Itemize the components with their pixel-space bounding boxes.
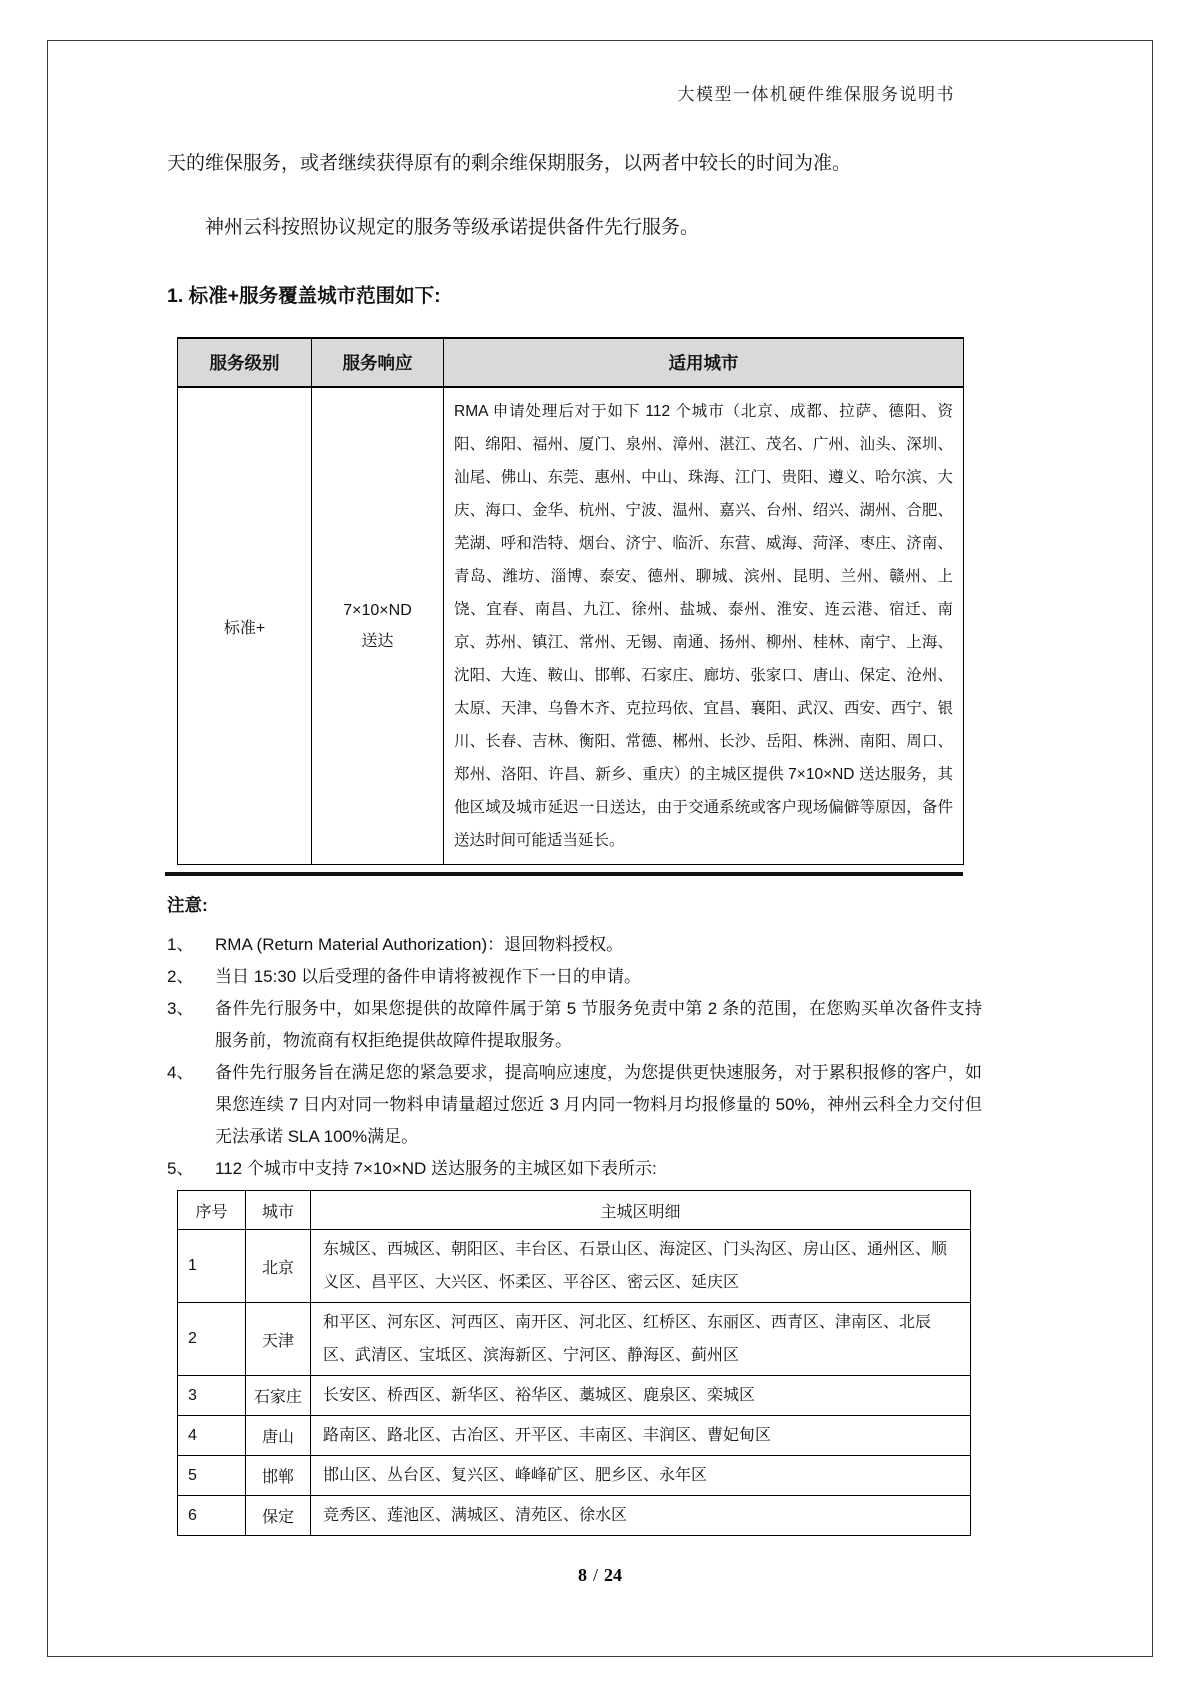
- service-table-header-level: 服务级别: [178, 338, 312, 387]
- district-row-city: 北京: [246, 1230, 311, 1303]
- service-response-line2: 送达: [361, 633, 394, 650]
- district-row-detail: 和平区、河东区、河西区、南开区、河北区、红桥区、东丽区、西青区、津南区、北辰区、武清区、宝坻区、滨海新区、宁河区、静海区、蓟州区: [311, 1303, 971, 1376]
- district-row-shijiazhuang: [178, 1376, 971, 1416]
- district-row-no: 4: [178, 1416, 246, 1456]
- service-table-header-response: 服务响应: [312, 338, 444, 387]
- body-paragraph-continuation: 天的维保服务，或者继续获得原有的剩余维保期服务，以两者中较长的时间为准。: [167, 153, 852, 174]
- note-number: 2、: [167, 967, 194, 986]
- district-row-no: 1: [178, 1230, 246, 1303]
- section-heading: 1. 标准+服务覆盖城市范围如下:: [167, 285, 441, 307]
- page-footer: [0, 1565, 1200, 1586]
- page-number-separator: /: [592, 1565, 598, 1585]
- service-table-header-row: [178, 338, 964, 387]
- district-row-city: 保定: [246, 1496, 311, 1536]
- note-item-3: [167, 993, 982, 1057]
- district-table-header-detail: 主城区明细: [311, 1191, 971, 1230]
- note-text: RMA (Return Material Authorization)：退回物料授权。: [215, 935, 624, 954]
- district-row-city: 石家庄: [246, 1376, 311, 1416]
- district-row-no: 2: [178, 1303, 246, 1376]
- applicable-cities-cell: RMA 申请处理后对于如下 112 个城市（北京、成都、拉萨、德阳、资阳、绵阳、福州、厦门、泉州、漳州、湛江、茂名、广州、汕头、深圳、汕尾、佛山、东莞、惠州、中山、珠海、江门、贵阳、遵义、哈尔滨、大庆、海口、金华、杭州、宁波、温州、嘉兴、台州、绍兴、湖州、合肥、芜湖、呼和浩特、烟台、济宁、临沂、东营、威海、菏泽、枣庄、济南、青岛、潍坊、淄博、泰安、德州、聊城、滨州、昆明、兰州、赣州、上饶、宜春、南昌、九江、徐州、盐城、泰州、淮安、连云港、宿迁、南京、苏州、镇江、常州、无锡、南通、扬州、柳州、桂林、南宁、上海、沈阳、大连、鞍山、邯郸、石家庄、廊坊、张家口、唐山、保定、沧州、太原、天津、乌鲁木齐、克拉玛依、宜昌、襄阳、武汉、西安、西宁、银川、长春、吉林、衡阳、常德、郴州、长沙、岳阳、株洲、南阳、周口、郑州、洛阳、许昌、新乡、重庆）的主城区提供 7×10×ND 送达服务，其他区域及城市延迟一日送达，由于交通系统或客户现场偏僻等原因，备件送达时间可能适当延长。: [444, 387, 964, 865]
- note-text: 备件先行服务中，如果您提供的故障件属于第 5 节服务免责中第 2 条的范围，在您购买单次备件支持服务前，物流商有权拒绝提供故障件提取服务。: [215, 999, 982, 1050]
- note-text: 备件先行服务旨在满足您的紧急要求，提高响应速度，为您提供更快速服务，对于累积报修的客户，如果您连续 7 日内对同一物料申请量超过您近 3 月内同一物料月均报修量的 50%，神州云科全力交付但无法承诺 SLA 100%满足。: [215, 1063, 982, 1146]
- district-row-no: 5: [178, 1456, 246, 1496]
- district-row-city: 邯郸: [246, 1456, 311, 1496]
- district-row-beijing: [178, 1230, 971, 1303]
- notes-list: [167, 929, 982, 1185]
- service-coverage-table: [177, 337, 964, 865]
- page-number-current: 8: [577, 1565, 587, 1585]
- district-table-header-city: 城市: [246, 1191, 311, 1230]
- district-row-detail: 长安区、桥西区、新华区、裕华区、藁城区、鹿泉区、栾城区: [311, 1376, 971, 1416]
- note-item-1: [167, 929, 982, 961]
- note-number: 5、: [167, 1159, 194, 1178]
- document-header-title: 大模型一体机硬件维保服务说明书: [677, 85, 955, 104]
- district-row-baoding: [178, 1496, 971, 1536]
- district-row-no: 6: [178, 1496, 246, 1536]
- district-row-handan: [178, 1456, 971, 1496]
- district-table-header-row: [178, 1191, 971, 1230]
- district-detail-table: [177, 1190, 971, 1536]
- district-table-header-no: 序号: [178, 1191, 246, 1230]
- district-row-detail: 东城区、西城区、朝阳区、丰台区、石景山区、海淀区、门头沟区、房山区、通州区、顺义区、昌平区、大兴区、怀柔区、平谷区、密云区、延庆区: [311, 1230, 971, 1303]
- notice-label: 注意:: [167, 895, 208, 915]
- district-row-city: 天津: [246, 1303, 311, 1376]
- service-table-header-cities: 适用城市: [444, 338, 964, 387]
- note-number: 1、: [167, 935, 194, 954]
- district-row-detail: 竞秀区、莲池区、满城区、清苑区、徐水区: [311, 1496, 971, 1536]
- body-paragraph-commitment: 神州云科按照协议规定的服务等级承诺提供备件先行服务。: [205, 217, 700, 238]
- district-row-tangshan: [178, 1416, 971, 1456]
- page-number-total: 24: [604, 1565, 622, 1585]
- district-row-tianjin: [178, 1303, 971, 1376]
- service-response-cell: [312, 387, 444, 865]
- note-item-4: [167, 1057, 982, 1153]
- note-text: 当日 15:30 以后受理的备件申请将被视作下一日的申请。: [215, 967, 641, 986]
- note-number: 4、: [167, 1063, 194, 1082]
- service-response-line1: 7×10×ND: [343, 602, 412, 619]
- note-item-2: [167, 961, 982, 993]
- service-level-cell: 标准+: [178, 387, 312, 865]
- district-row-no: 3: [178, 1376, 246, 1416]
- note-number: 3、: [167, 999, 194, 1018]
- service-table-row: [178, 387, 964, 865]
- district-row-detail: 路南区、路北区、古冶区、开平区、丰南区、丰润区、曹妃甸区: [311, 1416, 971, 1456]
- note-item-5: [167, 1153, 982, 1185]
- district-row-city: 唐山: [246, 1416, 311, 1456]
- district-row-detail: 邯山区、丛台区、复兴区、峰峰矿区、肥乡区、永年区: [311, 1456, 971, 1496]
- section-divider-rule: [165, 872, 963, 876]
- note-text: 112 个城市中支持 7×10×ND 送达服务的主城区如下表所示:: [215, 1159, 657, 1178]
